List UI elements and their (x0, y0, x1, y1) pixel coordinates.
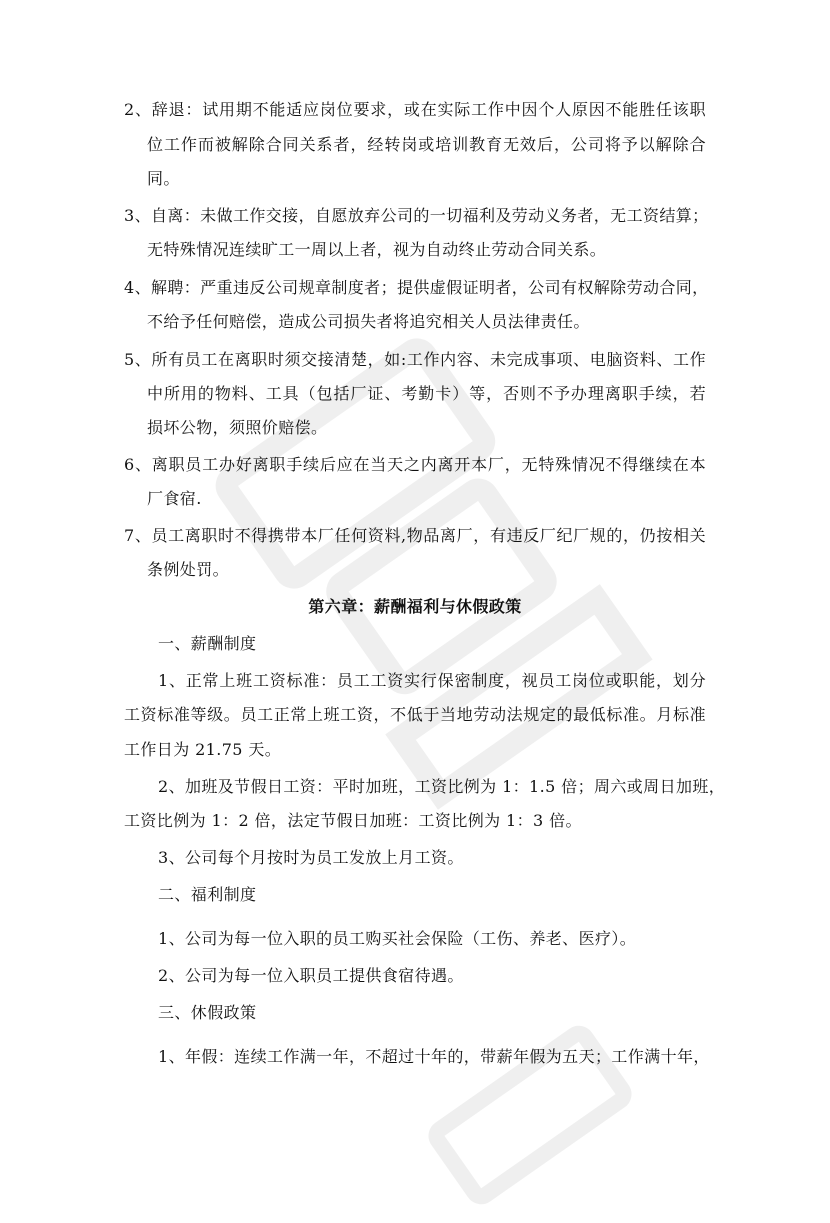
text-line: 2、辞退：试用期不能适应岗位要求，或在实际工作中因个人原因不能胜任该职 (124, 100, 706, 119)
text-line: 工作日为 21.75 天。 (124, 740, 282, 759)
text-line: 2、公司为每一位入职员工提供食宿待遇。 (158, 966, 464, 985)
chapter-title: 第六章：薪酬福利与休假政策 (308, 597, 522, 616)
text-line: 中所用的物料、工具（包括厂证、考勤卡）等，否则不予办理离职手续，若 (147, 384, 706, 403)
text-line: 工资比例为 1：2 倍，法定节假日加班：工资比例为 1：3 倍。 (124, 811, 582, 830)
text-line: 厂食宿. (147, 489, 202, 508)
text-line: 4、解聘：严重违反公司规章制度者；提供虚假证明者，公司有权解除劳动合同， (124, 278, 709, 297)
text-line: 无特殊情况连续旷工一周以上者，视为自动终止劳动合同关系。 (147, 240, 607, 259)
text-line: 3、自离：未做工作交接，自愿放弃公司的一切福利及劳动义务者，无工资结算； (124, 206, 709, 225)
text-line: 7、员工离职时不得携带本厂任何资料,物品离厂，有违反厂纪厂规的，仍按相关 (124, 526, 706, 545)
text-line: 1、年假：连续工作满一年，不超过十年的，带薪年假为五天；工作满十年， (158, 1047, 710, 1066)
text-line: 5、所有员工在离职时须交接清楚，如:工作内容、未完成事项、电脑资料、工作 (124, 350, 706, 369)
section-heading: 三、休假政策 (158, 1003, 257, 1022)
watermark-logo-bottom (408, 1007, 651, 1223)
section-heading: 一、薪酬制度 (158, 634, 257, 653)
text-line: 2、加班及节假日工资：平时加班，工资比例为 1：1.5 倍；周六或周日加班， (158, 777, 726, 796)
text-line: 位工作而被解除合同关系者，经转岗或培训教育无效后，公司将予以解除合 (147, 135, 706, 154)
text-line: 条例处罚。 (147, 560, 230, 579)
text-line: 不给予任何赔偿，造成公司损失者将追究相关人员法律责任。 (147, 312, 590, 331)
text-line: 1、正常上班工资标准：员工工资实行保密制度，视员工岗位或职能，划分 (158, 671, 706, 690)
section-heading: 二、福利制度 (158, 885, 257, 904)
text-line: 1、公司为每一位入职的员工购买社会保险（工伤、养老、医疗）。 (158, 929, 637, 948)
text-line: 3、公司每个月按时为员工发放上月工资。 (158, 848, 464, 867)
text-line: 损坏公物，须照价赔偿。 (147, 418, 328, 437)
text-line: 6、离职员工办好离职手续后应在当天之内离开本厂，无特殊情况不得继续在本 (124, 455, 706, 474)
text-line: 工资标准等级。员工正常上班工资，不低于当地劳动法规定的最低标准。月标准 (124, 705, 706, 724)
text-line: 同。 (147, 169, 180, 188)
